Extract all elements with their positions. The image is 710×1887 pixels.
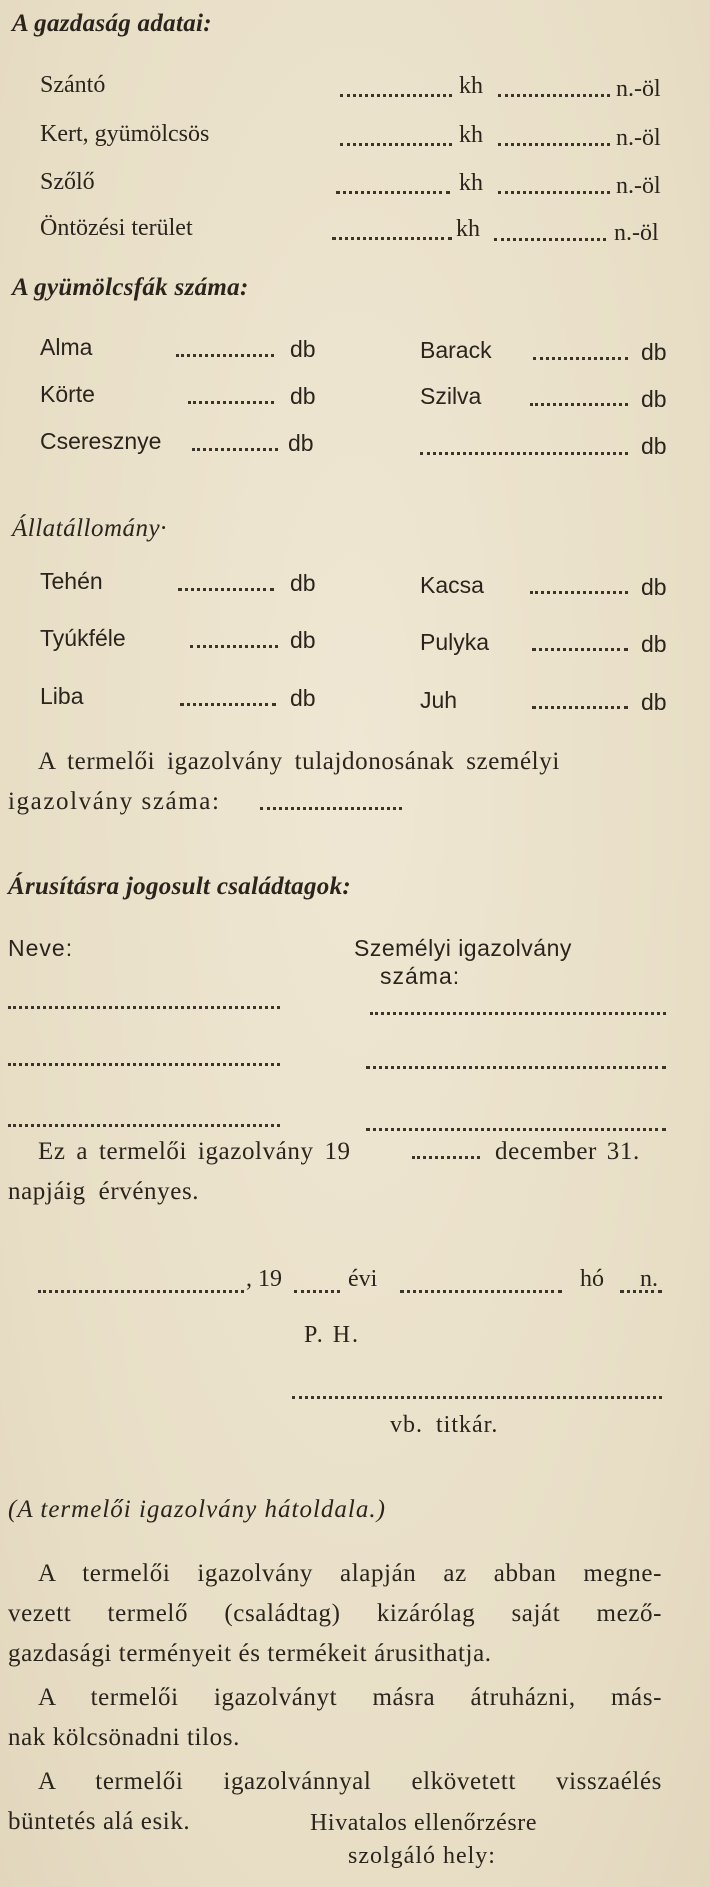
fill-line xyxy=(38,1290,244,1293)
fill-line xyxy=(498,191,610,194)
family-id-line xyxy=(366,1066,666,1069)
farm-section-title: A gazdaság adatai: xyxy=(12,10,212,37)
label-n: n. xyxy=(640,1266,658,1292)
fill-line xyxy=(498,143,610,146)
fill-line xyxy=(176,354,274,357)
family-name-line xyxy=(8,1124,280,1127)
farm-row-label: Öntözési terület xyxy=(40,215,193,241)
unit-n-ol: n.-öl xyxy=(616,76,661,102)
id-statement-line2: igazolvány száma: xyxy=(8,788,221,815)
back-text-line: A termelői igazolványt másra átruházni, más- xyxy=(38,1684,662,1711)
fill-line xyxy=(532,706,628,709)
unit-db: db xyxy=(641,433,667,459)
tree-label: Barack xyxy=(420,337,492,363)
unit-db: db xyxy=(290,627,316,653)
tree-label: Körte xyxy=(40,381,95,407)
livestock-label: Tyúkféle xyxy=(40,625,126,651)
back-text-line: büntetés alá esik. xyxy=(8,1808,191,1835)
fill-line xyxy=(190,645,278,648)
fill-line xyxy=(294,1290,340,1293)
unit-db: db xyxy=(288,430,314,456)
validity-line1-end: december 31. xyxy=(495,1138,640,1165)
back-text-line: A termelői igazolvány alapján az abban megne- xyxy=(38,1560,662,1587)
fill-line xyxy=(192,448,278,451)
fill-line xyxy=(336,191,450,194)
trees-section-title: A gyümölcsfák száma: xyxy=(12,274,249,301)
unit-n-ol: n.-öl xyxy=(614,220,659,246)
fill-line xyxy=(532,648,628,651)
fill-line xyxy=(412,1156,480,1159)
unit-n-ol: n.-öl xyxy=(616,173,661,199)
back-title: (A termelői igazolvány hátoldala.) xyxy=(8,1496,386,1523)
tree-label: Alma xyxy=(40,334,93,360)
official-place-line2: szolgáló hely: xyxy=(348,1843,496,1869)
fill-line xyxy=(400,1290,562,1293)
fill-line xyxy=(420,452,628,455)
fill-line xyxy=(498,94,610,97)
livestock-label: Liba xyxy=(40,683,84,709)
livestock-section-title: Állatállomány· xyxy=(12,515,167,542)
unit-db: db xyxy=(290,336,316,362)
label-ho: hó xyxy=(580,1266,604,1292)
family-section-title: Árusításra jogosult családtagok: xyxy=(8,873,351,900)
back-text-line: A termelői igazolvánnyal elkövetett visszaélés xyxy=(38,1768,662,1795)
secretary-label: vb. titkár. xyxy=(390,1412,499,1438)
back-text-line: nak kölcsönadni tilos. xyxy=(8,1724,240,1751)
family-id-line xyxy=(370,1012,666,1015)
farm-row-label: Szántó xyxy=(40,72,106,98)
fill-line xyxy=(530,591,628,594)
stamp-label: P. H. xyxy=(304,1322,361,1348)
label-evi: évi xyxy=(348,1266,378,1292)
livestock-label: Kacsa xyxy=(420,572,484,598)
fill-line xyxy=(178,588,274,591)
unit-db: db xyxy=(290,685,316,711)
validity-line1-start: Ez a termelői igazolvány 19 xyxy=(38,1138,351,1165)
unit-db: db xyxy=(641,386,667,412)
fill-line xyxy=(533,357,628,360)
tree-label: Cseresznye xyxy=(40,428,162,454)
fill-line xyxy=(260,807,402,810)
signature-line xyxy=(292,1396,662,1399)
livestock-label: Juh xyxy=(420,687,458,713)
family-name-line xyxy=(8,1063,280,1066)
back-text-line: vezett termelő (családtag) kizárólag saját mező- xyxy=(8,1600,662,1627)
fill-line xyxy=(340,143,452,146)
farm-row-label: Szőlő xyxy=(40,169,95,195)
official-place-line1: Hivatalos ellenőrzésre xyxy=(310,1810,538,1836)
farm-row-label: Kert, gyümölcsös xyxy=(40,121,210,147)
family-id-header-line2: száma: xyxy=(380,963,461,989)
livestock-label: Tehén xyxy=(40,568,103,594)
unit-db: db xyxy=(641,689,667,715)
tree-label: Szilva xyxy=(420,383,482,409)
unit-kh: kh xyxy=(459,122,483,148)
unit-kh: kh xyxy=(456,216,480,242)
family-id-line xyxy=(366,1128,666,1131)
unit-db: db xyxy=(641,574,667,600)
unit-db: db xyxy=(290,383,316,409)
fill-line xyxy=(340,94,452,97)
fill-line xyxy=(332,237,452,240)
unit-db: db xyxy=(290,570,316,596)
family-id-header-line1: Személyi igazolvány xyxy=(354,935,572,961)
unit-n-ol: n.-öl xyxy=(616,125,661,151)
fill-line xyxy=(530,403,628,406)
unit-kh: kh xyxy=(459,170,483,196)
back-text-line: gazdasági terményeit és termékeit árusithatja. xyxy=(8,1640,492,1667)
year-prefix: , 19 xyxy=(246,1266,282,1292)
livestock-label: Pulyka xyxy=(420,629,490,655)
unit-db: db xyxy=(641,339,667,365)
unit-kh: kh xyxy=(459,73,483,99)
unit-db: db xyxy=(641,631,667,657)
validity-line2: napjáig érvényes. xyxy=(8,1178,200,1205)
id-statement-line1: A termelői igazolvány tulajdonosának személyi xyxy=(38,748,560,775)
family-name-header: Neve: xyxy=(8,935,74,961)
fill-line xyxy=(494,238,606,241)
family-name-line xyxy=(8,1006,280,1009)
fill-line xyxy=(188,401,274,404)
fill-line xyxy=(180,703,276,706)
